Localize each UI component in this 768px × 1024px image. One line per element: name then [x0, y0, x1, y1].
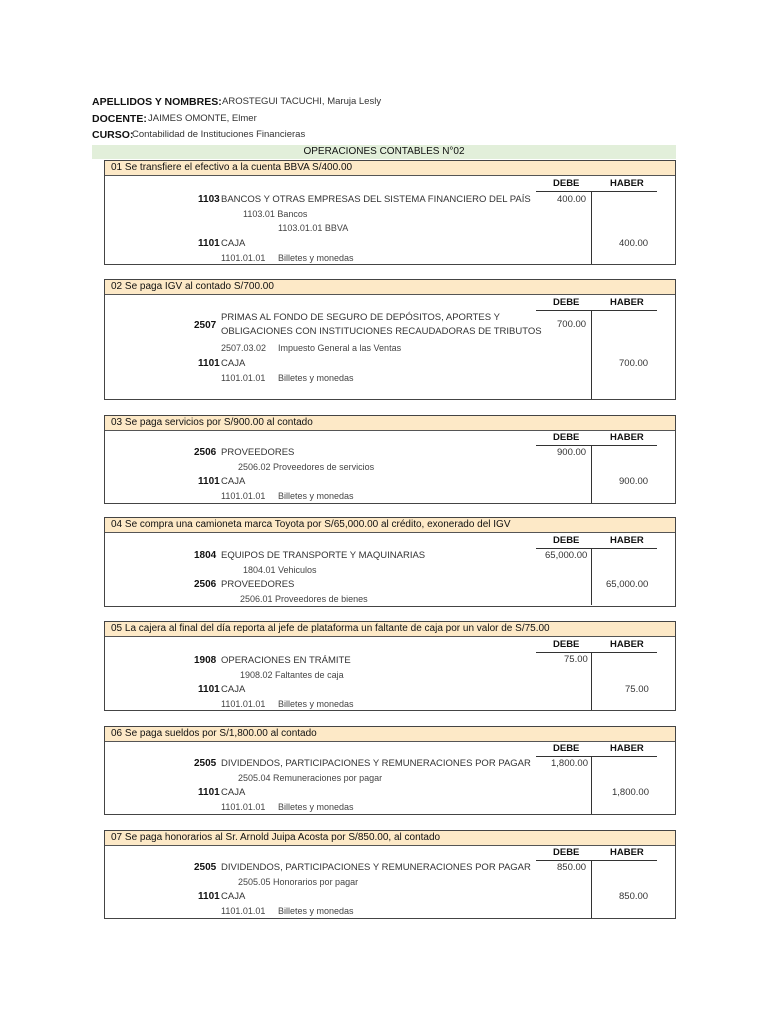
- account-code: 2505: [194, 758, 217, 769]
- haber-amount: 700.00: [619, 358, 649, 369]
- sub-account-code: 1101.01.01: [221, 373, 266, 383]
- sub-account: 1103.01 Bancos: [243, 209, 308, 219]
- haber-amount: 850.00: [619, 891, 649, 902]
- haber-header: HABER: [610, 432, 644, 443]
- account-code: 1101: [198, 787, 220, 798]
- account-name: BANCOS Y OTRAS EMPRESAS DEL SISTEMA FINANCIERO DEL PAÍS: [221, 194, 531, 205]
- debe-header: DEBE: [553, 432, 580, 443]
- haber-header: HABER: [610, 535, 644, 546]
- haber-amount: 75.00: [625, 684, 649, 695]
- account-code: 2506: [194, 579, 217, 590]
- sub-account: 1908.02 Faltantes de caja: [240, 670, 344, 680]
- sub-account-name: Impuesto General a las Ventas: [278, 343, 402, 353]
- account-name: PRIMAS AL FONDO DE SEGURO DE DEPÓSITOS, APORTES Y: [221, 312, 500, 323]
- account-code: 1101: [198, 476, 220, 487]
- sub-account-name: Billetes y monedas: [278, 906, 354, 916]
- debe-amount: 1,800.00: [551, 758, 588, 769]
- account-code: 1804: [194, 550, 217, 561]
- sub-account-code: 2507.03.02: [221, 343, 267, 353]
- debe-header: DEBE: [553, 847, 580, 858]
- sub-account-name: Billetes y monedas: [278, 373, 354, 383]
- account-name: CAJA: [221, 238, 246, 249]
- haber-amount: 400.00: [619, 238, 649, 249]
- debe-amount: 850.00: [557, 862, 587, 873]
- sub-account: 2505.04 Remuneraciones por pagar: [238, 773, 383, 783]
- sub-account-code: 1101.01.01: [221, 699, 266, 709]
- names-label: APELLIDOS Y NOMBRES:: [92, 96, 222, 108]
- account-name: CAJA: [221, 684, 246, 695]
- haber-amount: 900.00: [619, 476, 649, 487]
- account-name: OPERACIONES EN TRÁMITE: [221, 655, 351, 666]
- account-code: 1101: [198, 891, 220, 902]
- operation-title: 06 Se paga sueldos por S/1,800.00 al contado: [105, 727, 675, 742]
- operation-07: [104, 830, 676, 919]
- debe-amount: 700.00: [557, 319, 587, 330]
- account-name: PROVEEDORES: [221, 579, 295, 590]
- debe-amount: 900.00: [557, 447, 587, 458]
- operation-title: 07 Se paga honorarios al Sr. Arnold Juipa Acosta por S/850.00, al contado: [105, 831, 675, 846]
- operation-title: 02 Se paga IGV al contado S/700.00: [105, 280, 675, 295]
- sub-account-code: 1101.01.01: [221, 802, 266, 812]
- account-code: 1101: [198, 684, 220, 695]
- operation-title: 04 Se compra una camioneta marca Toyota por S/65,000.00 al crédito, exonerado del IGV: [105, 518, 675, 533]
- debe-header: DEBE: [553, 639, 580, 650]
- operation-06: [104, 726, 676, 815]
- account-code: 1101: [198, 238, 220, 249]
- sub-account-code: 1101.01.01: [221, 906, 266, 916]
- sub-account-name: Billetes y monedas: [278, 802, 354, 812]
- sub-account: 2506.02 Proveedores de servicios: [238, 462, 375, 472]
- haber-header: HABER: [610, 847, 644, 858]
- debe-header: DEBE: [553, 297, 580, 308]
- debe-header: DEBE: [553, 535, 580, 546]
- haber-header: HABER: [610, 178, 644, 189]
- sub-account: 2505.05 Honorarios por pagar: [238, 877, 359, 887]
- account-name: PROVEEDORES: [221, 447, 295, 458]
- account-name: CAJA: [221, 891, 246, 902]
- sub-account: 2506.01 Proveedores de bienes: [240, 594, 368, 604]
- operation-04: [104, 517, 676, 607]
- account-code: 1908: [194, 655, 217, 666]
- account-code: 2507: [194, 320, 217, 331]
- operation-02: [104, 279, 676, 400]
- debe-amount: 400.00: [557, 194, 587, 205]
- teacher-value: JAIMES OMONTE, Elmer: [148, 113, 257, 124]
- operation-03: [104, 415, 676, 504]
- course-value: Contabilidad de Instituciones Financieras: [132, 129, 306, 140]
- operation-05: [104, 621, 676, 711]
- sub-account-name: Billetes y monedas: [278, 491, 354, 501]
- haber-amount: 65,000.00: [606, 579, 649, 590]
- account-code: 1103: [198, 194, 220, 205]
- teacher-label: DOCENTE:: [92, 113, 147, 125]
- account-code: 2506: [194, 447, 217, 458]
- account-name: CAJA: [221, 476, 246, 487]
- account-name-continued: OBLIGACIONES CON INSTITUCIONES RECAUDADORAS DE TRIBUTOS: [221, 326, 542, 337]
- operation-01: [104, 160, 676, 265]
- sub-account-name: Billetes y monedas: [278, 699, 354, 709]
- haber-header: HABER: [610, 743, 644, 754]
- haber-header: HABER: [610, 297, 644, 308]
- sub-account-code: 1101.01.01: [221, 491, 266, 501]
- haber-header: HABER: [610, 639, 644, 650]
- debe-amount: 75.00: [564, 654, 588, 665]
- section-title: OPERACIONES CONTABLES N°02: [92, 145, 676, 159]
- operation-title: 03 Se paga servicios por S/900.00 al contado: [105, 416, 675, 431]
- names-value: AROSTEGUI TACUCHI, Maruja Lesly: [222, 96, 382, 107]
- debe-header: DEBE: [553, 178, 580, 189]
- sub-account: 1103.01.01 BBVA: [278, 223, 349, 233]
- account-name: EQUIPOS DE TRANSPORTE Y MAQUINARIAS: [221, 550, 426, 561]
- debe-amount: 65,000.00: [545, 550, 588, 561]
- account-name: CAJA: [221, 787, 246, 798]
- account-name: DIVIDENDOS, PARTICIPACIONES Y REMUNERACIONES POR PAGAR: [221, 862, 531, 873]
- account-name: CAJA: [221, 358, 246, 369]
- course-label: CURSO:: [92, 129, 134, 141]
- account-code: 2505: [194, 862, 217, 873]
- sub-account: 1804.01 Vehiculos: [243, 565, 317, 575]
- sub-account-name: Billetes y monedas: [278, 253, 354, 263]
- account-code: 1101: [198, 358, 220, 369]
- operation-title: 05 La cajera al final del día reporta al jefe de plataforma un faltante de caja por un valor de S/75.00: [105, 622, 675, 637]
- debe-header: DEBE: [553, 743, 580, 754]
- sub-account-code: 1101.01.01: [221, 253, 266, 263]
- account-name: DIVIDENDOS, PARTICIPACIONES Y REMUNERACIONES POR PAGAR: [221, 758, 531, 769]
- haber-amount: 1,800.00: [612, 787, 649, 798]
- operation-title: 01 Se transfiere el efectivo a la cuenta BBVA S/400.00: [105, 161, 675, 176]
